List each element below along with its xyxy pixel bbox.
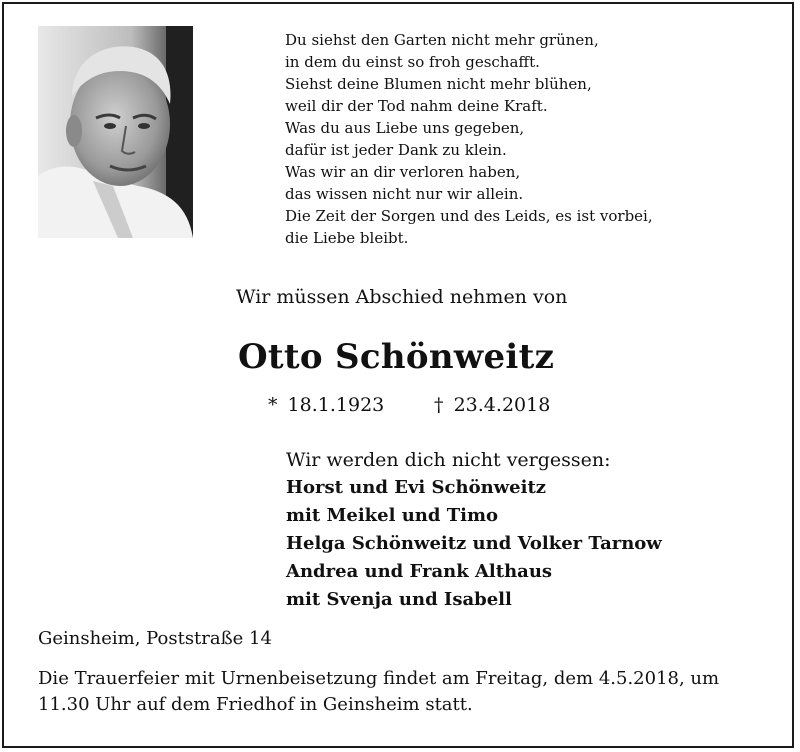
birth-date-group	[268, 394, 428, 416]
death-date: 23.4.2018	[453, 394, 551, 416]
mourners-block	[286, 446, 662, 614]
death-date-group	[434, 394, 550, 416]
mourner-line: mit Meikel und Timo	[286, 505, 499, 526]
farewell-intro: Wir müssen Abschied nehmen von	[236, 286, 568, 308]
mourners-intro: Wir werden dich nicht vergessen:	[286, 449, 611, 471]
death-cross-icon: †	[434, 394, 444, 416]
life-dates	[268, 394, 550, 416]
mourner-line: mit Svenja und Isabell	[286, 589, 512, 610]
poem-line: weil dir der Tod nahm deine Kraft.	[285, 97, 548, 115]
poem	[285, 29, 653, 249]
poem-line: Was du aus Liebe uns gegeben,	[285, 119, 525, 137]
poem-line: die Liebe bleibt.	[285, 229, 409, 247]
birth-date: 18.1.1923	[287, 394, 385, 416]
poem-line: dafür ist jeder Dank zu klein.	[285, 141, 507, 159]
portrait-photo	[38, 26, 193, 238]
deceased-name: Otto Schönweitz	[238, 337, 555, 377]
poem-line: Die Zeit der Sorgen und des Leids, es ist vorbei,	[285, 207, 653, 225]
funeral-notice: Die Trauerfeier mit Urnenbeisetzung findet am Freitag, dem 4.5.2018, um 11.30 Uhr auf dem Friedhof in Geinsheim statt.	[38, 668, 720, 715]
poem-line: Du siehst den Garten nicht mehr grünen,	[285, 31, 599, 49]
portrait-photo-icon	[38, 26, 193, 238]
poem-line: Was wir an dir verloren haben,	[285, 163, 521, 181]
mourner-line: Helga Schönweitz und Volker Tarnow	[286, 533, 662, 554]
mourner-line: Andrea und Frank Althaus	[286, 561, 553, 582]
address: Geinsheim, Poststraße 14	[38, 628, 272, 649]
poem-line: in dem du einst so froh geschafft.	[285, 53, 540, 71]
birth-star-icon: *	[268, 394, 278, 416]
poem-line: das wissen nicht nur wir allein.	[285, 185, 524, 203]
poem-line: Siehst deine Blumen nicht mehr blühen,	[285, 75, 592, 93]
mourner-line: Horst und Evi Schönweitz	[286, 477, 546, 498]
